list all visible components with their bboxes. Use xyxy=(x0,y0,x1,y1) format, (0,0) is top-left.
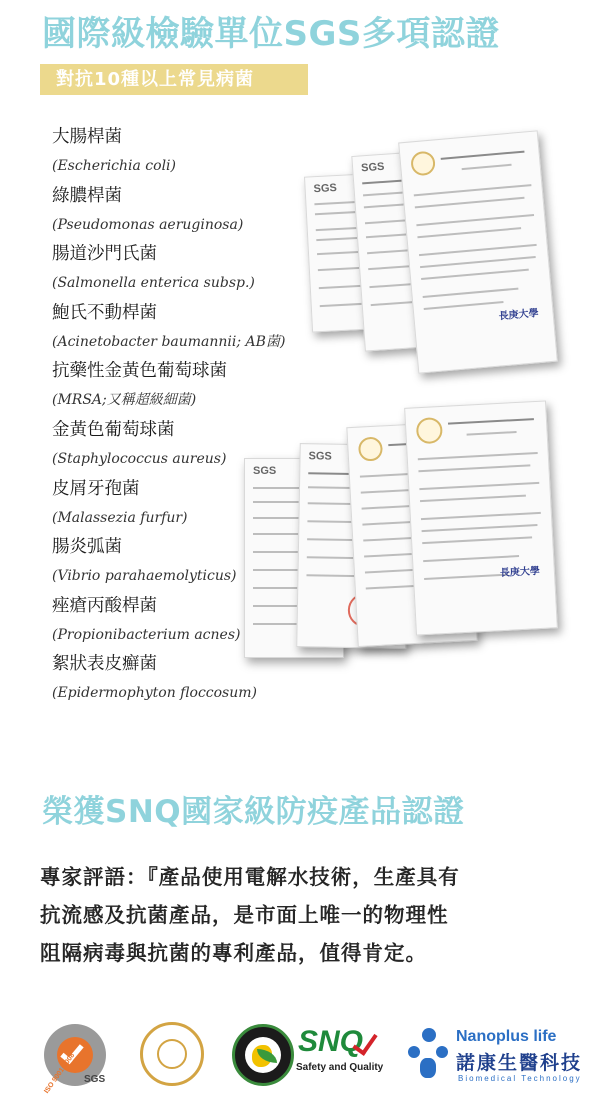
bacteria-chinese-name: 綠膿桿菌 xyxy=(52,185,122,206)
snq-section-title: 榮獲SNQ國家級防疫產品認證 xyxy=(42,794,465,830)
sgs-logo: SGS xyxy=(253,465,277,477)
molecule-icon xyxy=(408,1028,452,1082)
brand-tagline: Biomedical Technology xyxy=(458,1074,582,1083)
sgs-logo: SGS xyxy=(313,182,338,196)
bacteria-chinese-name: 痤瘡丙酸桿菌 xyxy=(52,595,157,616)
bacteria-latin-name: (Epidermophyton floccosum) xyxy=(52,685,257,702)
nanoplus-logo xyxy=(408,1020,583,1092)
sgs-iso-logo xyxy=(36,1020,118,1095)
bacteria-chinese-name: 皮屑牙孢菌 xyxy=(52,478,140,499)
university-emblem-icon xyxy=(416,417,443,444)
iso-label: ISO 9001:2008 xyxy=(43,1052,77,1095)
university-seal-icon xyxy=(140,1022,204,1086)
pathogen-banner: 對抗10種以上常見病菌 xyxy=(40,64,308,95)
page-title: 國際級檢驗單位SGS多項認證 xyxy=(42,14,500,54)
bacteria-chinese-name: 金黃色葡萄球菌 xyxy=(52,419,175,440)
certificate-document xyxy=(398,130,558,373)
certificate-stack-lower xyxy=(240,400,570,670)
bacteria-latin-name: (Pseudomonas aeruginosa) xyxy=(52,216,244,233)
university-emblem-icon xyxy=(410,150,436,176)
bacteria-latin-name: (Staphylococcus aureus) xyxy=(52,450,227,467)
bacteria-chinese-name: 絮狀表皮癬菌 xyxy=(52,654,157,675)
bacteria-latin-name: (Malassezia furfur) xyxy=(52,509,188,526)
university-emblem-icon xyxy=(358,436,383,461)
bacteria-chinese-name: 腸道沙門氏菌 xyxy=(52,244,157,265)
list-item xyxy=(52,298,292,357)
quote-line: 抗流感及抗菌產品，是市面上唯一的物理性 xyxy=(40,903,449,927)
sgs-logo: SGS xyxy=(360,160,385,175)
brand-chinese-name: 諾康生醫科技 xyxy=(456,1052,583,1074)
sgs-label: SGS xyxy=(84,1074,106,1085)
bacteria-latin-name: (Salmonella enterica subsp.) xyxy=(52,275,255,292)
list-item xyxy=(52,239,292,298)
quote-line: 阻隔病毒與抗菌的專利產品，值得肯定。 xyxy=(40,941,427,965)
bacteria-latin-name: (MRSA;又稱超級細菌) xyxy=(52,392,197,409)
university-seal-logo xyxy=(138,1020,206,1092)
sgs-logo: SGS xyxy=(308,450,332,463)
list-item xyxy=(52,122,292,181)
bacteria-latin-name: (Propionibacterium acnes) xyxy=(52,626,241,643)
bacteria-latin-name: (Vibrio parahaemolyticus) xyxy=(52,568,237,585)
quote-line: 專家評語：『產品使用電解水技術，生產具有 xyxy=(40,865,460,889)
bacteria-chinese-name: 鮑氏不動桿菌 xyxy=(52,302,157,323)
snq-logo xyxy=(232,1020,392,1092)
brand-name: Nanoplus life xyxy=(456,1028,557,1045)
national-quality-badge-icon xyxy=(232,1024,294,1086)
bacteria-chinese-name: 大腸桿菌 xyxy=(52,127,122,147)
certification-logos xyxy=(36,1020,583,1095)
bacteria-latin-name: (Escherichia coli) xyxy=(52,158,176,174)
bacteria-chinese-name: 抗藥性金黃色葡萄球菌 xyxy=(52,361,227,382)
list-item xyxy=(52,181,292,240)
certificate-stack-upper xyxy=(300,130,560,380)
bacteria-chinese-name: 腸炎弧菌 xyxy=(52,537,122,558)
bacteria-latin-name: (Acinetobacter baumannii; AB菌) xyxy=(52,333,286,350)
university-stamp: 長庚大學 xyxy=(498,307,540,323)
university-stamp: 長庚大學 xyxy=(499,565,541,580)
certificate-document xyxy=(404,400,558,635)
expert-quote xyxy=(40,858,570,972)
snq-wordmark: SNQ xyxy=(298,1025,364,1058)
snq-tagline: Safety and Quality xyxy=(296,1062,384,1073)
